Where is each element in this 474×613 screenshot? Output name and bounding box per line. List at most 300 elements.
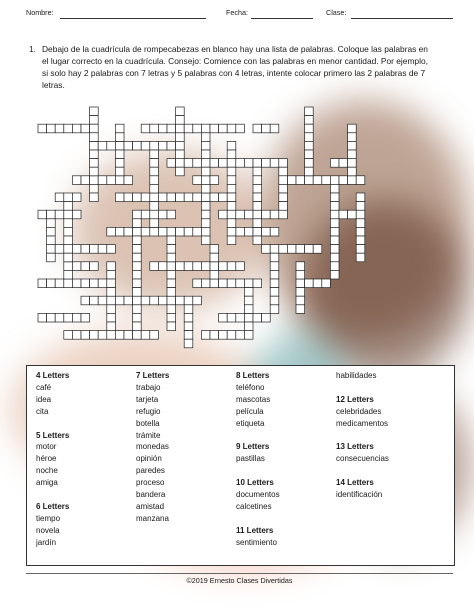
crossword-cell[interactable] [72, 279, 81, 288]
crossword-cell[interactable] [64, 253, 73, 262]
crossword-cell[interactable] [98, 245, 107, 254]
crossword-cell[interactable] [313, 176, 322, 185]
crossword-cell[interactable] [64, 279, 73, 288]
crossword-cell[interactable] [348, 124, 357, 133]
crossword-cell[interactable] [124, 331, 133, 340]
crossword-cell[interactable] [305, 159, 314, 168]
crossword-cell[interactable] [150, 331, 159, 340]
crossword-cell[interactable] [150, 159, 159, 168]
crossword-cell[interactable] [90, 184, 99, 193]
crossword-cell[interactable] [38, 124, 47, 133]
crossword-cell[interactable] [184, 193, 193, 202]
crossword-cell[interactable] [90, 245, 99, 254]
crossword-cell[interactable] [296, 245, 305, 254]
crossword-cell[interactable] [38, 279, 47, 288]
crossword-cell[interactable] [72, 193, 81, 202]
crossword-cell[interactable] [150, 262, 159, 271]
crossword-cell[interactable] [158, 210, 167, 219]
crossword-cell[interactable] [176, 133, 185, 142]
crossword-cell[interactable] [296, 279, 305, 288]
crossword-cell[interactable] [201, 202, 210, 211]
crossword-cell[interactable] [236, 227, 245, 236]
crossword-cell[interactable] [167, 210, 176, 219]
crossword-cell[interactable] [305, 141, 314, 150]
crossword-cell[interactable] [98, 279, 107, 288]
crossword-cell[interactable] [253, 210, 262, 219]
crossword-cell[interactable] [305, 150, 314, 159]
crossword-cell[interactable] [356, 245, 365, 254]
crossword-cell[interactable] [90, 296, 99, 305]
crossword-cell[interactable] [201, 124, 210, 133]
crossword-cell[interactable] [330, 270, 339, 279]
crossword-cell[interactable] [150, 167, 159, 176]
crossword-cell[interactable] [184, 305, 193, 314]
crossword-cell[interactable] [244, 227, 253, 236]
crossword-cell[interactable] [133, 236, 142, 245]
crossword-cell[interactable] [158, 141, 167, 150]
crossword-cell[interactable] [133, 262, 142, 271]
crossword-cell[interactable] [64, 245, 73, 254]
crossword-cell[interactable] [184, 124, 193, 133]
crossword-cell[interactable] [296, 262, 305, 271]
crossword-cell[interactable] [133, 296, 142, 305]
crossword-cell[interactable] [176, 116, 185, 125]
crossword-cell[interactable] [330, 184, 339, 193]
crossword-cell[interactable] [227, 313, 236, 322]
crossword-cell[interactable] [38, 313, 47, 322]
crossword-cell[interactable] [81, 313, 90, 322]
crossword-cell[interactable] [150, 184, 159, 193]
crossword-cell[interactable] [72, 262, 81, 271]
crossword-cell[interactable] [193, 262, 202, 271]
crossword-cell[interactable] [124, 193, 133, 202]
crossword-cell[interactable] [184, 339, 193, 348]
crossword-cell[interactable] [64, 270, 73, 279]
crossword-cell[interactable] [72, 313, 81, 322]
crossword-cell[interactable] [124, 296, 133, 305]
crossword-cell[interactable] [356, 236, 365, 245]
crossword-cell[interactable] [201, 331, 210, 340]
crossword-cell[interactable] [244, 331, 253, 340]
crossword-cell[interactable] [270, 288, 279, 297]
crossword-cell[interactable] [227, 227, 236, 236]
crossword-cell[interactable] [55, 245, 64, 254]
crossword-cell[interactable] [330, 219, 339, 228]
crossword-cell[interactable] [210, 124, 219, 133]
crossword-cell[interactable] [150, 124, 159, 133]
crossword-cell[interactable] [176, 193, 185, 202]
crossword-cell[interactable] [253, 313, 262, 322]
crossword-cell[interactable] [133, 288, 142, 297]
crossword-cell[interactable] [38, 210, 47, 219]
crossword-cell[interactable] [90, 133, 99, 142]
crossword-cell[interactable] [253, 202, 262, 211]
crossword-cell[interactable] [133, 227, 142, 236]
crossword-cell[interactable] [210, 245, 219, 254]
crossword-cell[interactable] [262, 210, 271, 219]
crossword-cell[interactable] [219, 279, 228, 288]
crossword-cell[interactable] [279, 159, 288, 168]
crossword-cell[interactable] [98, 331, 107, 340]
crossword-cell[interactable] [133, 279, 142, 288]
crossword-cell[interactable] [55, 279, 64, 288]
crossword-cell[interactable] [81, 279, 90, 288]
crossword-cell[interactable] [244, 288, 253, 297]
crossword-cell[interactable] [107, 227, 116, 236]
crossword-cell[interactable] [133, 141, 142, 150]
crossword-cell[interactable] [193, 296, 202, 305]
crossword-cell[interactable] [133, 305, 142, 314]
crossword-cell[interactable] [47, 219, 56, 228]
crossword-cell[interactable] [176, 227, 185, 236]
crossword-cell[interactable] [133, 193, 142, 202]
crossword-cell[interactable] [244, 322, 253, 331]
crossword-cell[interactable] [167, 253, 176, 262]
crossword-cell[interactable] [184, 296, 193, 305]
crossword-cell[interactable] [55, 124, 64, 133]
crossword-cell[interactable] [348, 141, 357, 150]
crossword-cell[interactable] [305, 133, 314, 142]
crossword-cell[interactable] [184, 262, 193, 271]
crossword-cell[interactable] [356, 253, 365, 262]
crossword-cell[interactable] [305, 124, 314, 133]
crossword-cell[interactable] [330, 159, 339, 168]
crossword-cell[interactable] [167, 313, 176, 322]
crossword-cell[interactable] [150, 219, 159, 228]
crossword-cell[interactable] [81, 331, 90, 340]
crossword-cell[interactable] [253, 193, 262, 202]
crossword-cell[interactable] [150, 141, 159, 150]
crossword-cell[interactable] [141, 193, 150, 202]
crossword-cell[interactable] [167, 193, 176, 202]
crossword-cell[interactable] [227, 159, 236, 168]
crossword-cell[interactable] [253, 159, 262, 168]
crossword-cell[interactable] [141, 331, 150, 340]
crossword-cell[interactable] [330, 202, 339, 211]
crossword-cell[interactable] [210, 193, 219, 202]
crossword-cell[interactable] [193, 193, 202, 202]
crossword-cell[interactable] [270, 124, 279, 133]
crossword-cell[interactable] [115, 133, 124, 142]
crossword-cell[interactable] [219, 210, 228, 219]
crossword-cell[interactable] [210, 331, 219, 340]
crossword-cell[interactable] [141, 124, 150, 133]
crossword-cell[interactable] [227, 150, 236, 159]
crossword-cell[interactable] [193, 227, 202, 236]
crossword-cell[interactable] [176, 167, 185, 176]
crossword-cell[interactable] [270, 210, 279, 219]
crossword-cell[interactable] [227, 279, 236, 288]
crossword-cell[interactable] [90, 116, 99, 125]
crossword-cell[interactable] [150, 176, 159, 185]
crossword-cell[interactable] [305, 245, 314, 254]
crossword-cell[interactable] [210, 176, 219, 185]
crossword-cell[interactable] [98, 296, 107, 305]
crossword-cell[interactable] [107, 331, 116, 340]
crossword-cell[interactable] [270, 262, 279, 271]
crossword-cell[interactable] [90, 141, 99, 150]
crossword-cell[interactable] [348, 176, 357, 185]
crossword-cell[interactable] [55, 313, 64, 322]
crossword-cell[interactable] [356, 210, 365, 219]
crossword-cell[interactable] [150, 210, 159, 219]
crossword-cell[interactable] [47, 227, 56, 236]
crossword-cell[interactable] [184, 313, 193, 322]
crossword-cell[interactable] [244, 279, 253, 288]
crossword-cell[interactable] [90, 167, 99, 176]
crossword-cell[interactable] [64, 202, 73, 211]
crossword-cell[interactable] [270, 270, 279, 279]
crossword-cell[interactable] [115, 331, 124, 340]
crossword-cell[interactable] [210, 270, 219, 279]
crossword-cell[interactable] [115, 296, 124, 305]
crossword-cell[interactable] [55, 193, 64, 202]
crossword-cell[interactable] [81, 176, 90, 185]
crossword-cell[interactable] [167, 227, 176, 236]
crossword-cell[interactable] [201, 219, 210, 228]
crossword-cell[interactable] [356, 193, 365, 202]
crossword-cell[interactable] [244, 159, 253, 168]
crossword-cell[interactable] [253, 167, 262, 176]
crossword-cell[interactable] [150, 150, 159, 159]
crossword-cell[interactable] [296, 296, 305, 305]
crossword-cell[interactable] [72, 176, 81, 185]
crossword-cell[interactable] [201, 236, 210, 245]
crossword-cell[interactable] [270, 296, 279, 305]
crossword-cell[interactable] [322, 176, 331, 185]
crossword-cell[interactable] [227, 141, 236, 150]
crossword-cell[interactable] [219, 313, 228, 322]
crossword-cell[interactable] [330, 236, 339, 245]
crossword-cell[interactable] [107, 313, 116, 322]
crossword-cell[interactable] [115, 150, 124, 159]
crossword-cell[interactable] [167, 322, 176, 331]
crossword-cell[interactable] [64, 210, 73, 219]
crossword-cell[interactable] [236, 331, 245, 340]
crossword-cell[interactable] [72, 124, 81, 133]
crossword-cell[interactable] [339, 159, 348, 168]
crossword-cell[interactable] [219, 124, 228, 133]
crossword-cell[interactable] [115, 167, 124, 176]
crossword-cell[interactable] [90, 331, 99, 340]
crossword-cell[interactable] [201, 133, 210, 142]
crossword-cell[interactable] [64, 124, 73, 133]
crossword-cell[interactable] [184, 322, 193, 331]
crossword-cell[interactable] [201, 210, 210, 219]
crossword-cell[interactable] [176, 107, 185, 116]
crossword-cell[interactable] [81, 245, 90, 254]
crossword-cell[interactable] [81, 296, 90, 305]
crossword-cell[interactable] [356, 227, 365, 236]
crossword-cell[interactable] [141, 141, 150, 150]
crossword-cell[interactable] [107, 279, 116, 288]
crossword-cell[interactable] [107, 270, 116, 279]
crossword-cell[interactable] [167, 296, 176, 305]
crossword-cell[interactable] [210, 159, 219, 168]
crossword-cell[interactable] [193, 159, 202, 168]
crossword-cell[interactable] [167, 270, 176, 279]
crossword-cell[interactable] [227, 202, 236, 211]
crossword-cell[interactable] [193, 279, 202, 288]
crossword-cell[interactable] [262, 313, 271, 322]
crossword-cell[interactable] [201, 141, 210, 150]
crossword-cell[interactable] [305, 107, 314, 116]
crossword-cell[interactable] [115, 227, 124, 236]
crossword-cell[interactable] [227, 167, 236, 176]
crossword-cell[interactable] [236, 210, 245, 219]
crossword-cell[interactable] [253, 227, 262, 236]
crossword-cell[interactable] [330, 227, 339, 236]
crossword-cell[interactable] [356, 176, 365, 185]
crossword-cell[interactable] [339, 210, 348, 219]
crossword-cell[interactable] [167, 288, 176, 297]
crossword-cell[interactable] [158, 262, 167, 271]
crossword-cell[interactable] [201, 150, 210, 159]
crossword-cell[interactable] [227, 210, 236, 219]
crossword-cell[interactable] [115, 193, 124, 202]
crossword-cell[interactable] [330, 210, 339, 219]
crossword-cell[interactable] [47, 210, 56, 219]
crossword-cell[interactable] [201, 262, 210, 271]
crossword-cell[interactable] [133, 322, 142, 331]
crossword-cell[interactable] [287, 245, 296, 254]
crossword-cell[interactable] [64, 331, 73, 340]
crossword-cell[interactable] [279, 193, 288, 202]
crossword-cell[interactable] [107, 296, 116, 305]
crossword-cell[interactable] [133, 245, 142, 254]
crossword-cell[interactable] [47, 313, 56, 322]
crossword-cell[interactable] [150, 296, 159, 305]
crossword-cell[interactable] [90, 150, 99, 159]
crossword-cell[interactable] [348, 167, 357, 176]
crossword-cell[interactable] [227, 193, 236, 202]
crossword-cell[interactable] [90, 176, 99, 185]
crossword-cell[interactable] [227, 331, 236, 340]
crossword-cell[interactable] [227, 219, 236, 228]
crossword-cell[interactable] [296, 288, 305, 297]
crossword-cell[interactable] [133, 313, 142, 322]
crossword-cell[interactable] [348, 150, 357, 159]
crossword-cell[interactable] [270, 279, 279, 288]
crossword-cell[interactable] [115, 159, 124, 168]
crossword-cell[interactable] [98, 176, 107, 185]
crossword-cell[interactable] [305, 167, 314, 176]
crossword-cell[interactable] [167, 305, 176, 314]
crossword-cell[interactable] [270, 159, 279, 168]
crossword-cell[interactable] [176, 262, 185, 271]
crossword-cell[interactable] [262, 245, 271, 254]
crossword-cell[interactable] [262, 227, 271, 236]
crossword-cell[interactable] [90, 279, 99, 288]
crossword-cell[interactable] [72, 331, 81, 340]
crossword-cell[interactable] [124, 227, 133, 236]
crossword-cell[interactable] [107, 305, 116, 314]
crossword-cell[interactable] [339, 176, 348, 185]
crossword-cell[interactable] [158, 227, 167, 236]
crossword-cell[interactable] [244, 305, 253, 314]
crossword-cell[interactable] [305, 116, 314, 125]
crossword-cell[interactable] [47, 253, 56, 262]
crossword-cell[interactable] [219, 262, 228, 271]
crossword-cell[interactable] [90, 159, 99, 168]
crossword-cell[interactable] [184, 227, 193, 236]
crossword-cell[interactable] [72, 245, 81, 254]
crossword-cell[interactable] [201, 176, 210, 185]
crossword-cell[interactable] [305, 279, 314, 288]
crossword-cell[interactable] [158, 193, 167, 202]
crossword-cell[interactable] [313, 279, 322, 288]
crossword-cell[interactable] [227, 176, 236, 185]
crossword-cell[interactable] [90, 262, 99, 271]
crossword-cell[interactable] [98, 141, 107, 150]
crossword-cell[interactable] [253, 124, 262, 133]
crossword-cell[interactable] [193, 176, 202, 185]
crossword-cell[interactable] [227, 236, 236, 245]
crossword-cell[interactable] [133, 270, 142, 279]
crossword-cell[interactable] [253, 184, 262, 193]
crossword-cell[interactable] [296, 176, 305, 185]
crossword-cell[interactable] [330, 253, 339, 262]
crossword-cell[interactable] [107, 288, 116, 297]
crossword-cell[interactable] [236, 159, 245, 168]
crossword-cell[interactable] [270, 253, 279, 262]
crossword-cell[interactable] [184, 331, 193, 340]
crossword-cell[interactable] [167, 141, 176, 150]
crossword-cell[interactable] [167, 159, 176, 168]
crossword-cell[interactable] [64, 236, 73, 245]
crossword-cell[interactable] [227, 262, 236, 271]
crossword-cell[interactable] [184, 159, 193, 168]
crossword-cell[interactable] [279, 245, 288, 254]
crossword-cell[interactable] [356, 202, 365, 211]
crossword-cell[interactable] [193, 124, 202, 133]
crossword-cell[interactable] [244, 313, 253, 322]
crossword-cell[interactable] [133, 210, 142, 219]
crossword-cell[interactable] [201, 227, 210, 236]
crossword-cell[interactable] [107, 141, 116, 150]
crossword-cell[interactable] [64, 193, 73, 202]
crossword-cell[interactable] [64, 262, 73, 271]
crossword-cell[interactable] [236, 279, 245, 288]
crossword-cell[interactable] [287, 176, 296, 185]
crossword-cell[interactable] [47, 245, 56, 254]
crossword-cell[interactable] [90, 107, 99, 116]
crossword-cell[interactable] [115, 141, 124, 150]
crossword-cell[interactable] [227, 184, 236, 193]
crossword-cell[interactable] [150, 202, 159, 211]
crossword-cell[interactable] [167, 236, 176, 245]
crossword-cell[interactable] [133, 331, 142, 340]
crossword-cell[interactable] [141, 227, 150, 236]
crossword-cell[interactable] [176, 124, 185, 133]
crossword-cell[interactable] [253, 219, 262, 228]
crossword-cell[interactable] [167, 279, 176, 288]
crossword-cell[interactable] [348, 210, 357, 219]
crossword-cell[interactable] [81, 262, 90, 271]
crossword-cell[interactable] [296, 270, 305, 279]
crossword-cell[interactable] [244, 210, 253, 219]
crossword-cell[interactable] [330, 245, 339, 254]
crossword-cell[interactable] [72, 210, 81, 219]
crossword-cell[interactable] [219, 159, 228, 168]
crossword-cell[interactable] [330, 176, 339, 185]
crossword-cell[interactable] [279, 202, 288, 211]
crossword-cell[interactable] [167, 262, 176, 271]
crossword-cell[interactable] [107, 322, 116, 331]
crossword-cell[interactable] [279, 210, 288, 219]
crossword-cell[interactable] [150, 227, 159, 236]
crossword-cell[interactable] [201, 159, 210, 168]
